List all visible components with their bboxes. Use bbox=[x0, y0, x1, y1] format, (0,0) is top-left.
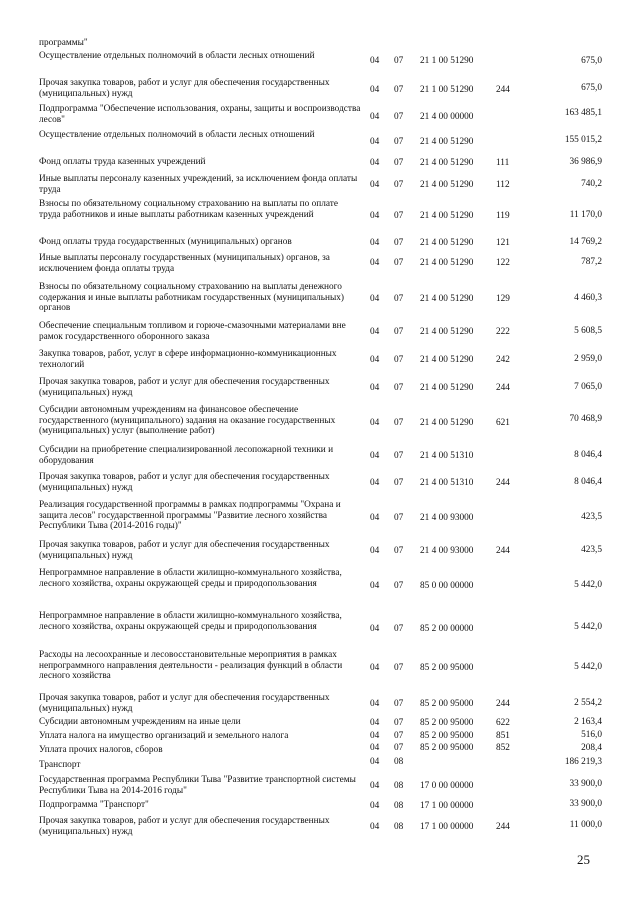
row-vr: 244 bbox=[496, 822, 510, 832]
row-name: Реализация государственной программы в рамках подпрограммы "Охрана и защита лесов" государственной программы "Развитие лесного хозяйства Республики Тыва (2014-2016 годы)" bbox=[39, 500, 341, 532]
row-rz: 04 bbox=[370, 258, 380, 268]
row-name: Непрограммное направление в области жилищно-коммунального хозяйства, лесного хозяйства, охраны окружающей среды и природопользования bbox=[39, 611, 342, 632]
row-pr: 07 bbox=[394, 238, 404, 248]
row-rz: 04 bbox=[370, 158, 380, 168]
row-vr: 244 bbox=[496, 383, 510, 393]
row-pr: 07 bbox=[394, 699, 404, 709]
row-rz: 04 bbox=[370, 699, 380, 709]
row-cs: 85 2 00 95000 bbox=[420, 718, 474, 728]
row-name: Иные выплаты персоналу государственных (муниципальных) органов, за исключением фонда оплаты труда bbox=[39, 253, 330, 274]
row-name: Государственная программа Республики Тыва "Развитие транспортной системы Республики Тыва на 2014-2016 годы" bbox=[39, 775, 356, 796]
row-pr: 07 bbox=[394, 258, 404, 268]
row-cs: 85 2 00 95000 bbox=[420, 663, 474, 673]
row-vr: 244 bbox=[496, 699, 510, 709]
row-sum: 11 000,0 bbox=[569, 820, 602, 830]
row-name: Фонд оплаты труда государственных (муниципальных) органов bbox=[39, 237, 292, 247]
row-rz: 04 bbox=[370, 112, 380, 122]
row-cs: 21 4 00 00000 bbox=[420, 112, 474, 122]
row-pr: 07 bbox=[394, 327, 404, 337]
row-sum: 14 769,2 bbox=[569, 237, 602, 247]
row-name: Уплата прочих налогов, сборов bbox=[39, 745, 163, 755]
row-vr: 222 bbox=[496, 327, 510, 337]
row-sum: 5 442,0 bbox=[574, 662, 602, 672]
row-name: Уплата налога на имущество организаций и земельного налога bbox=[39, 731, 289, 741]
row-rz: 04 bbox=[370, 801, 380, 811]
row-sum: 675,0 bbox=[581, 56, 602, 66]
row-cs: 21 1 00 51290 bbox=[420, 56, 474, 66]
row-vr: 622 bbox=[496, 718, 510, 728]
row-sum: 4 460,3 bbox=[574, 293, 602, 303]
row-cs: 21 4 00 51290 bbox=[420, 327, 474, 337]
row-name: Прочая закупка товаров, работ и услуг для обеспечения государственных (муниципальных) нужд bbox=[39, 472, 330, 493]
row-sum: 5 442,0 bbox=[574, 580, 602, 590]
row-name: Прочая закупка товаров, работ и услуг для обеспечения государственных (муниципальных) нужд bbox=[39, 78, 330, 99]
row-name: Прочая закупка товаров, работ и услуг для обеспечения государственных (муниципальных) нужд bbox=[39, 693, 330, 714]
row-vr: 244 bbox=[496, 478, 510, 488]
row-pr: 07 bbox=[394, 624, 404, 634]
row-cs: 21 4 00 93000 bbox=[420, 546, 474, 556]
row-cs: 21 4 00 51290 bbox=[420, 294, 474, 304]
row-sum: 7 065,0 bbox=[574, 382, 602, 392]
row-vr: 244 bbox=[496, 85, 510, 95]
row-name: Взносы по обязательному социальному страхованию на выплаты по оплате труда работников и иные выплаты работникам казенных учреждений bbox=[39, 199, 338, 220]
row-name: Осуществление отдельных полномочий в области лесных отношений bbox=[39, 51, 315, 61]
row-sum: 8 046,4 bbox=[574, 450, 602, 460]
row-name: программы" bbox=[39, 38, 88, 48]
row-name: Осуществление отдельных полномочий в области лесных отношений bbox=[39, 130, 315, 140]
row-sum: 740,2 bbox=[581, 179, 602, 189]
row-cs: 85 2 00 95000 bbox=[420, 731, 474, 741]
row-vr: 851 bbox=[496, 731, 510, 741]
row-sum: 186 219,3 bbox=[564, 757, 602, 767]
row-rz: 04 bbox=[370, 478, 380, 488]
row-cs: 21 1 00 51290 bbox=[420, 85, 474, 95]
row-sum: 516,0 bbox=[581, 730, 602, 740]
row-pr: 07 bbox=[394, 137, 404, 147]
row-rz: 04 bbox=[370, 327, 380, 337]
row-sum: 5 442,0 bbox=[574, 622, 602, 632]
row-cs: 21 4 00 51310 bbox=[420, 451, 474, 461]
row-vr: 121 bbox=[496, 238, 510, 248]
row-rz: 04 bbox=[370, 546, 380, 556]
row-cs: 85 0 00 00000 bbox=[420, 581, 474, 591]
row-pr: 07 bbox=[394, 731, 404, 741]
row-name: Транспорт bbox=[39, 760, 81, 770]
row-name: Субсидии автономным учреждениям на финансовое обеспечение государственного (муниципального) задания на оказание государственных (муниципальных) услуг (выполнение работ) bbox=[39, 405, 336, 437]
row-rz: 04 bbox=[370, 383, 380, 393]
row-rz: 04 bbox=[370, 624, 380, 634]
row-cs: 17 1 00 00000 bbox=[420, 801, 474, 811]
row-cs: 85 2 00 00000 bbox=[420, 624, 474, 634]
row-pr: 07 bbox=[394, 663, 404, 673]
row-vr: 621 bbox=[496, 418, 510, 428]
row-rz: 04 bbox=[370, 180, 380, 190]
row-name: Прочая закупка товаров, работ и услуг для обеспечения государственных (муниципальных) нужд bbox=[39, 377, 330, 398]
row-pr: 07 bbox=[394, 355, 404, 365]
row-sum: 423,5 bbox=[581, 545, 602, 555]
row-cs: 21 4 00 51290 bbox=[420, 418, 474, 428]
row-pr: 07 bbox=[394, 211, 404, 221]
row-rz: 04 bbox=[370, 418, 380, 428]
row-name: Подпрограмма "Транспорт" bbox=[39, 800, 149, 810]
row-cs: 21 4 00 93000 bbox=[420, 513, 474, 523]
row-name: Непрограммное направление в области жилищно-коммунального хозяйства, лесного хозяйства, охраны окружающей среды и природопользования bbox=[39, 568, 342, 589]
row-pr: 07 bbox=[394, 418, 404, 428]
row-cs: 85 2 00 95000 bbox=[420, 743, 474, 753]
row-name: Взносы по обязательному социальному страхованию на выплаты денежного содержания и иные выплаты работникам государственных (муниципальных) органов bbox=[39, 282, 344, 314]
row-rz: 04 bbox=[370, 731, 380, 741]
row-pr: 07 bbox=[394, 85, 404, 95]
row-name: Субсидии автономным учреждениям на иные цели bbox=[39, 717, 241, 727]
row-cs: 21 4 00 51290 bbox=[420, 355, 474, 365]
row-vr: 111 bbox=[496, 158, 510, 168]
row-sum: 33 900,0 bbox=[569, 799, 602, 809]
row-vr: 852 bbox=[496, 743, 510, 753]
row-rz: 04 bbox=[370, 663, 380, 673]
row-rz: 04 bbox=[370, 85, 380, 95]
row-vr: 119 bbox=[496, 211, 510, 221]
row-pr: 07 bbox=[394, 546, 404, 556]
row-rz: 04 bbox=[370, 781, 380, 791]
row-cs: 21 4 00 51290 bbox=[420, 383, 474, 393]
row-pr: 07 bbox=[394, 112, 404, 122]
row-rz: 04 bbox=[370, 137, 380, 147]
row-sum: 675,0 bbox=[581, 83, 602, 93]
row-vr: 242 bbox=[496, 355, 510, 365]
row-cs: 21 4 00 51290 bbox=[420, 211, 474, 221]
row-sum: 11 170,0 bbox=[569, 210, 602, 220]
row-vr: 112 bbox=[496, 180, 510, 190]
page-number: 25 bbox=[577, 852, 590, 867]
row-name: Закупка товаров, работ, услуг в сфере информационно-коммуникационных технологий bbox=[39, 349, 337, 370]
row-cs: 17 1 00 00000 bbox=[420, 822, 474, 832]
row-pr: 07 bbox=[394, 513, 404, 523]
row-name: Прочая закупка товаров, работ и услуг для обеспечения государственных (муниципальных) нужд bbox=[39, 816, 330, 837]
row-rz: 04 bbox=[370, 238, 380, 248]
row-pr: 07 bbox=[394, 478, 404, 488]
row-cs: 85 2 00 95000 bbox=[420, 699, 474, 709]
row-name: Расходы на лесоохранные и лесовосстановительные мероприятия в рамках непрограммного направления деятельности - реализация функций в области лесного хозяйства bbox=[39, 650, 343, 682]
row-sum: 208,4 bbox=[581, 743, 602, 753]
row-pr: 07 bbox=[394, 56, 404, 66]
row-cs: 21 4 00 51290 bbox=[420, 137, 474, 147]
row-cs: 21 4 00 51290 bbox=[420, 258, 474, 268]
row-rz: 04 bbox=[370, 56, 380, 66]
row-sum: 33 900,0 bbox=[569, 779, 602, 789]
row-sum: 36 986,9 bbox=[569, 157, 602, 167]
row-pr: 08 bbox=[394, 822, 404, 832]
row-sum: 2 959,0 bbox=[574, 354, 602, 364]
row-sum: 163 485,1 bbox=[564, 108, 602, 118]
row-name: Фонд оплаты труда казенных учреждений bbox=[39, 157, 206, 167]
row-rz: 04 bbox=[370, 513, 380, 523]
row-sum: 2 163,4 bbox=[574, 717, 602, 727]
row-rz: 04 bbox=[370, 294, 380, 304]
row-cs: 21 4 00 51310 bbox=[420, 478, 474, 488]
row-pr: 07 bbox=[394, 451, 404, 461]
row-sum: 70 468,9 bbox=[569, 414, 602, 424]
row-pr: 08 bbox=[394, 781, 404, 791]
row-sum: 8 046,4 bbox=[574, 477, 602, 487]
row-pr: 07 bbox=[394, 743, 404, 753]
row-rz: 04 bbox=[370, 718, 380, 728]
row-sum: 787,2 bbox=[581, 257, 602, 267]
row-pr: 07 bbox=[394, 158, 404, 168]
row-vr: 244 bbox=[496, 546, 510, 556]
row-sum: 423,5 bbox=[581, 512, 602, 522]
row-name: Иные выплаты персоналу казенных учреждений, за исключением фонда оплаты труда bbox=[39, 174, 358, 195]
row-sum: 2 554,2 bbox=[574, 698, 602, 708]
row-rz: 04 bbox=[370, 355, 380, 365]
row-name: Прочая закупка товаров, работ и услуг для обеспечения государственных (муниципальных) нужд bbox=[39, 540, 330, 561]
row-sum: 5 608,5 bbox=[574, 326, 602, 336]
row-pr: 07 bbox=[394, 718, 404, 728]
row-rz: 04 bbox=[370, 211, 380, 221]
row-rz: 04 bbox=[370, 757, 380, 767]
row-name: Субсидии на приобретение специализированной лесопожарной техники и оборудования bbox=[39, 445, 334, 466]
row-sum: 155 015,2 bbox=[564, 135, 602, 145]
row-pr: 08 bbox=[394, 801, 404, 811]
row-pr: 07 bbox=[394, 294, 404, 304]
row-rz: 04 bbox=[370, 743, 380, 753]
row-cs: 17 0 00 00000 bbox=[420, 781, 474, 791]
row-rz: 04 bbox=[370, 822, 380, 832]
row-cs: 21 4 00 51290 bbox=[420, 158, 474, 168]
row-cs: 21 4 00 51290 bbox=[420, 180, 474, 190]
row-pr: 07 bbox=[394, 383, 404, 393]
row-cs: 21 4 00 51290 bbox=[420, 238, 474, 248]
row-pr: 07 bbox=[394, 581, 404, 591]
row-pr: 07 bbox=[394, 180, 404, 190]
row-vr: 129 bbox=[496, 294, 510, 304]
row-name: Обеспечение специальным топливом и горюче-смазочными материалами вне рамок государственного оборонного заказа bbox=[39, 321, 346, 342]
row-pr: 08 bbox=[394, 757, 404, 767]
row-rz: 04 bbox=[370, 581, 380, 591]
row-rz: 04 bbox=[370, 451, 380, 461]
row-vr: 122 bbox=[496, 258, 510, 268]
row-name: Подпрограмма "Обеспечение использования, охраны, защиты и воспроизводства лесов" bbox=[39, 104, 361, 125]
